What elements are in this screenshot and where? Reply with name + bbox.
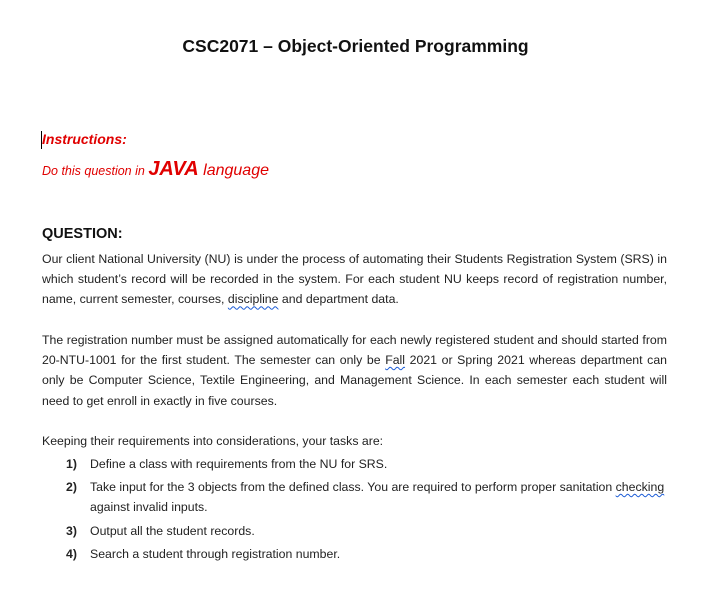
tasks-list (42, 454, 667, 567)
task2-text-b: against invalid inputs. (90, 500, 208, 515)
p1-text-b: and department data. (278, 292, 399, 307)
list-text: Output all the student records. (90, 523, 255, 538)
list-text (90, 477, 667, 517)
instructions-heading: Instructions: (42, 131, 127, 147)
list-number: 1) (66, 457, 77, 471)
task2-text-a: Take input for the 3 objects from the defined class. You are required to perform proper sanitation (90, 480, 616, 495)
question-heading: QUESTION: (42, 226, 123, 242)
list-item (42, 521, 667, 541)
list-number: 4) (66, 546, 77, 561)
p2-text-a: The registration number must be assigned automatically for each newly registered student and should started from 20-NTU-1001 for the first student. The semester can only be (42, 333, 667, 368)
list-text: Search a student through registration number. (90, 546, 341, 561)
list-number: 2) (66, 480, 77, 495)
list-text: Define a class with requirements from the NU for SRS. (90, 457, 388, 471)
spellcheck-word-discipline: discipline (227, 292, 279, 307)
question-paragraph-1 (42, 249, 667, 310)
instructions-suffix: language (198, 162, 269, 179)
list-item (42, 544, 667, 564)
list-number: 3) (66, 523, 77, 538)
document-title: CSC2071 – Object-Oriented Programming (182, 36, 529, 56)
spellcheck-word-checking: checking (615, 480, 665, 495)
spellcheck-word-fall: Fall (385, 353, 406, 368)
question-paragraph-2 (42, 330, 667, 411)
list-item (42, 477, 667, 517)
instructions-line (42, 158, 269, 181)
p1-text-a: Our client National University (NU) is under the process of automating their Students Registration System (SRS) in which student’s record will be recorded in the system. For each student NU keeps record of registration number, name, current semester, courses, (42, 252, 667, 307)
instructions-prefix: Do this question in (42, 164, 149, 178)
p2-text-b: 2021 or Spring 2021 whereas department can only be Computer Science, Textile Engineering, and Management Science. In each semester each student will need to get enroll in exactly in five courses. (42, 353, 667, 408)
tasks-intro: Keeping their requirements into considerations, your tasks are: (42, 434, 384, 448)
instructions-java: JAVA (148, 158, 199, 180)
list-item (42, 454, 667, 474)
